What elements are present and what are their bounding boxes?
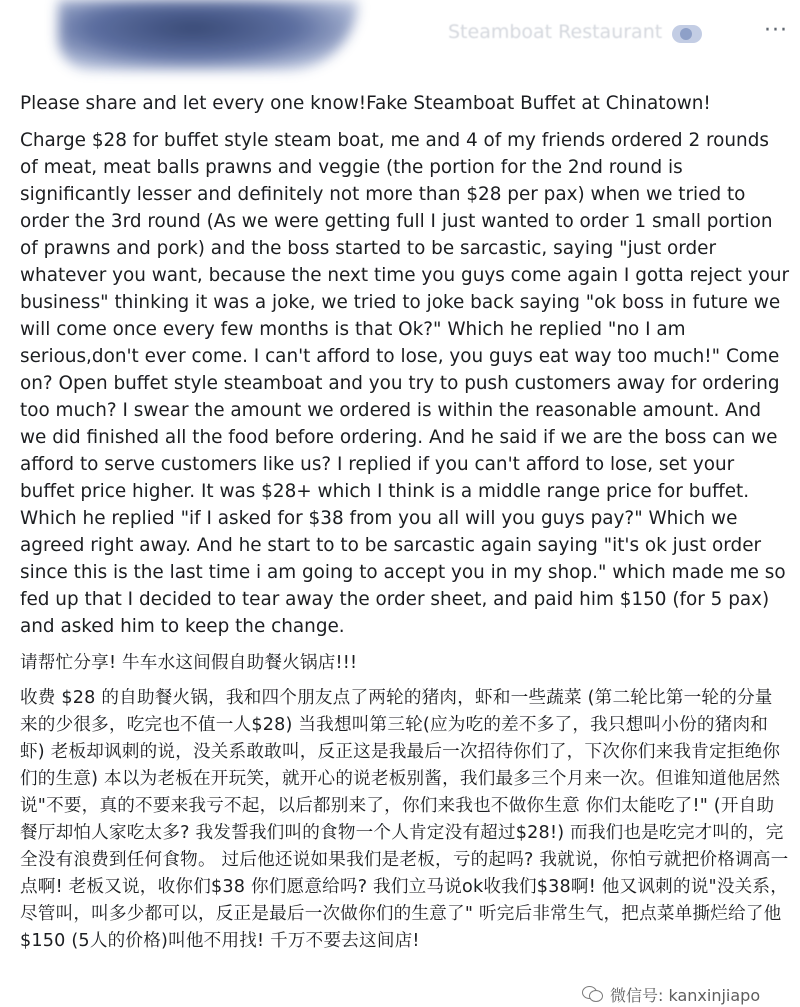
watermark-label: 微信号: kanxinjiapo — [610, 985, 761, 1005]
chinese-headline: 请帮忙分享! 牛车水这间假自助餐火锅店!!! — [20, 653, 358, 673]
post-header — [0, 0, 800, 80]
author-name[interactable]: Steamboat Restaurant — [448, 21, 663, 43]
wechat-icon — [582, 985, 604, 1003]
blurred-profile-area — [58, 0, 358, 70]
globe-privacy-icon[interactable] — [672, 25, 702, 43]
english-headline: Please share and let every one know!Fake Steamboat Buffet at Chinatown! — [20, 93, 711, 114]
post-body — [20, 90, 790, 965]
wechat-watermark — [578, 983, 764, 1005]
english-story: Charge $28 for buffet style steam boat, me and 4 of my friends ordered 2 rounds of meat, meat balls prawns and veggie (the portion for the 2nd round is significantly lesser and definitely not more than $28 per pax) when we tried to order the 3rd round (As we were getting full I just wanted to order 1 small portion of prawns and pork) and the boss started to be sarcastic, saying "just order whatever you want, because the next time you guys come again I gotta reject your business" thinking it was a joke, we tried to joke back saying "ok boss in future we will come once every few months is that Ok?" Which he replied "no I am serious,don't ever come. I can't afford to lose, you guys eat way too much!" Come on? Open buffet style steamboat and you try to push customers away for ordering too much? I swear the amount we ordered is within the reasonable amount. And we did finished all the food before ordering. And he said if we are the boss can we afford to serve customers like us? I replied if you can't afford to lose, set your buffet price higher. It was $28+ which I think is a middle range price for buffet. Which he replied "if I asked for $38 from you all will you guys pay?" Which we agreed right away. And he start to to be sarcastic again saying "it's ok just order since this is the last time i am going to accept you in my shop." which made me so fed up that I decided to tear away the order sheet, and paid him $150 (for 5 pax) and asked him to keep the change. — [20, 130, 790, 637]
chinese-story: 收费 $28 的自助餐火锅，我和四个朋友点了两轮的猪肉，虾和一些蔬菜 (第二轮比第一轮的分量来的少很多，吃完也不值一人$28) 当我想叫第三轮(应为吃的差不多了，我只想叫小份的猪肉和虾) 老板却讽刺的说，没关系敢敢叫，反正这是我最后一次招待你们了，下次你们来我肯定拒绝你们的生意) 本以为老板在开玩笑，就开心的说老板别酱，我们最多三个月来一次。但谁知道他居然说"不要，真的不要来我亏不起，以后都别来了，你们来我也不做你生意 你们太能吃了!" (开自助餐厅却怕人家吃太多? 我发誓我们叫的食物一个人肯定没有超过$28!) 而我们也是吃完才叫的，完全没有浪费到任何食物。 过后他还说如果我们是老板，亏的起吗? 我就说，你怕亏就把价格调高一点啊! 老板又说，收你们$38 你们愿意给吗? 我们立马说ok收我们$38啊! 他又讽刺的说"没关系，尽管叫，叫多少都可以，反正是最后一次做你们的生意了" 听完后非常生气，把点菜单撕烂给了他$150 (5人的价格)叫他不用找! 千万不要去这间店! — [20, 688, 789, 951]
more-options-icon[interactable]: ··· — [764, 18, 788, 43]
